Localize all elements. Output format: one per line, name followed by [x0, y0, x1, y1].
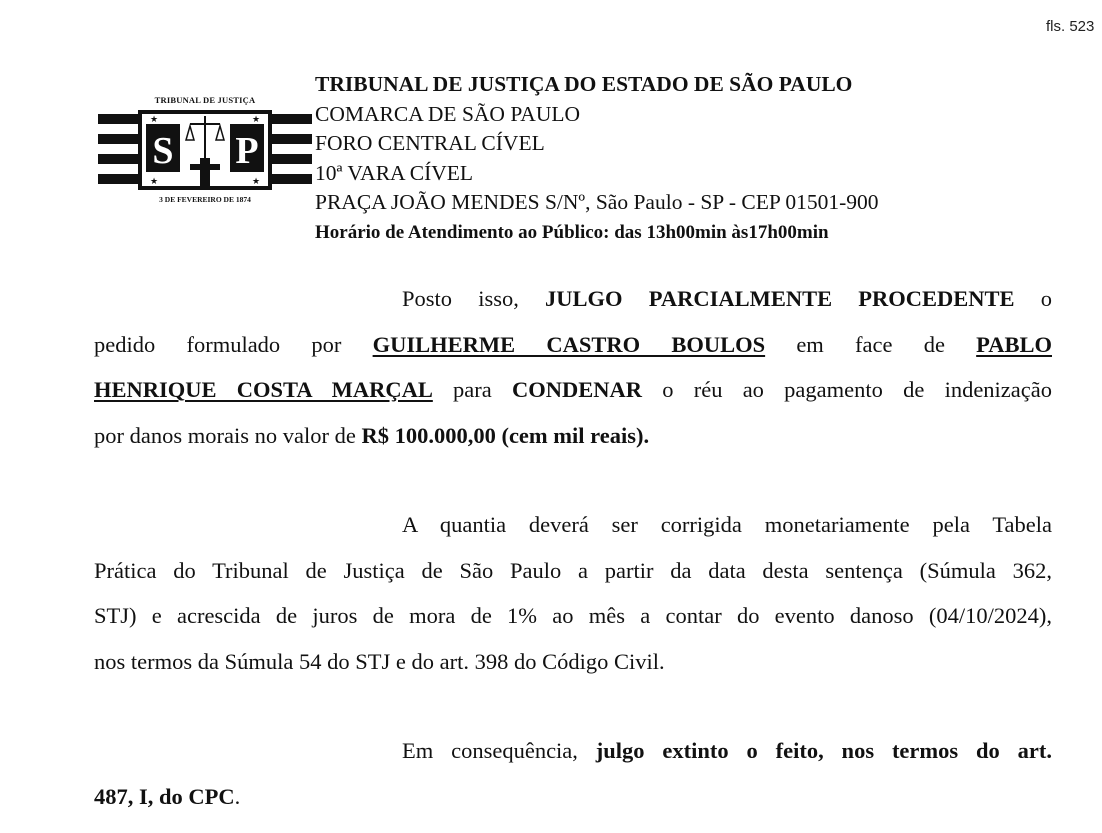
defendant-name-rest: HENRIQUE COSTA MARÇAL	[94, 377, 433, 402]
svg-text:★: ★	[150, 176, 159, 186]
correction-paragraph	[94, 502, 1052, 684]
correction-line-1: A quantia deverá ser corrigida monetariamente pela Tabela	[402, 512, 1052, 537]
plaintiff-name: GUILHERME CASTRO BOULOS	[372, 331, 766, 357]
foro: FORO CENTRAL CÍVEL	[315, 131, 545, 155]
defendant-name-first: PABLO	[976, 331, 1052, 357]
svg-text:S: S	[152, 130, 174, 172]
ruling-line-2: pedido formulado por GUILHERME CASTRO BOULOS em face de PABLO	[94, 331, 1052, 357]
indemnity-amount: R$ 100.000,00 (cem mil reais).	[361, 422, 650, 448]
condemn-word: CONDENAR	[512, 377, 643, 402]
consequence-paragraph	[94, 728, 1052, 820]
logo-top-text: TRIBUNAL DE JUSTIÇA	[154, 95, 256, 105]
ruling-line-3: HENRIQUE COSTA MARÇAL para CONDENAR o réu ao pagamento de indenização	[94, 377, 1052, 402]
ruling-verdict: JULGO PARCIALMENTE PROCEDENTE	[545, 286, 1015, 311]
logo-bottom-text: 3 DE FEVEREIRO DE 1874	[159, 195, 251, 204]
court-address: PRAÇA JOÃO MENDES S/Nº, São Paulo - SP - CEP 01501-900	[315, 190, 879, 214]
ruling-line-4: por danos morais no valor de R$ 100.000,00 (cem mil reais).	[94, 422, 650, 448]
consequence-line-2: 487, I, do CPC.	[94, 784, 241, 809]
public-hours: Horário de Atendimento ao Público: das 13h00min às17h00min	[315, 221, 829, 243]
court-name: TRIBUNAL DE JUSTIÇA DO ESTADO DE SÃO PAULO	[315, 72, 853, 96]
correction-line-4: nos termos da Súmula 54 do STJ e do art. 398 do Código Civil.	[94, 648, 665, 674]
ruling-paragraph	[94, 276, 1052, 458]
cpc-reference: 487, I, do CPC	[94, 784, 235, 809]
page-number: fls. 523	[1046, 18, 1095, 35]
correction-line-3: STJ) e acrescida de juros de mora de 1% ao mês a contar do evento danoso (04/10/2024),	[94, 603, 1052, 628]
svg-text:★: ★	[252, 114, 261, 124]
court-header	[315, 70, 1075, 247]
vara: 10ª VARA CÍVEL	[315, 160, 474, 185]
comarca: COMARCA DE SÃO PAULO	[315, 101, 581, 126]
sp-emblem-icon	[96, 110, 314, 196]
ruling-line-1: Posto isso, JULGO PARCIALMENTE PROCEDENTE o	[402, 286, 1052, 311]
correction-line-2: Prática do Tribunal de Justiça de São Paulo a partir da data desta sentença (Súmula 362,	[94, 557, 1052, 583]
svg-text:★: ★	[252, 176, 261, 186]
court-seal-logo	[96, 90, 314, 216]
svg-text:P: P	[235, 130, 259, 172]
extinction-ruling: julgo extinto o feito, nos termos do art.	[595, 738, 1052, 763]
svg-text:★: ★	[150, 114, 159, 124]
consequence-line-1: Em consequência, julgo extinto o feito, nos termos do art.	[402, 738, 1052, 763]
